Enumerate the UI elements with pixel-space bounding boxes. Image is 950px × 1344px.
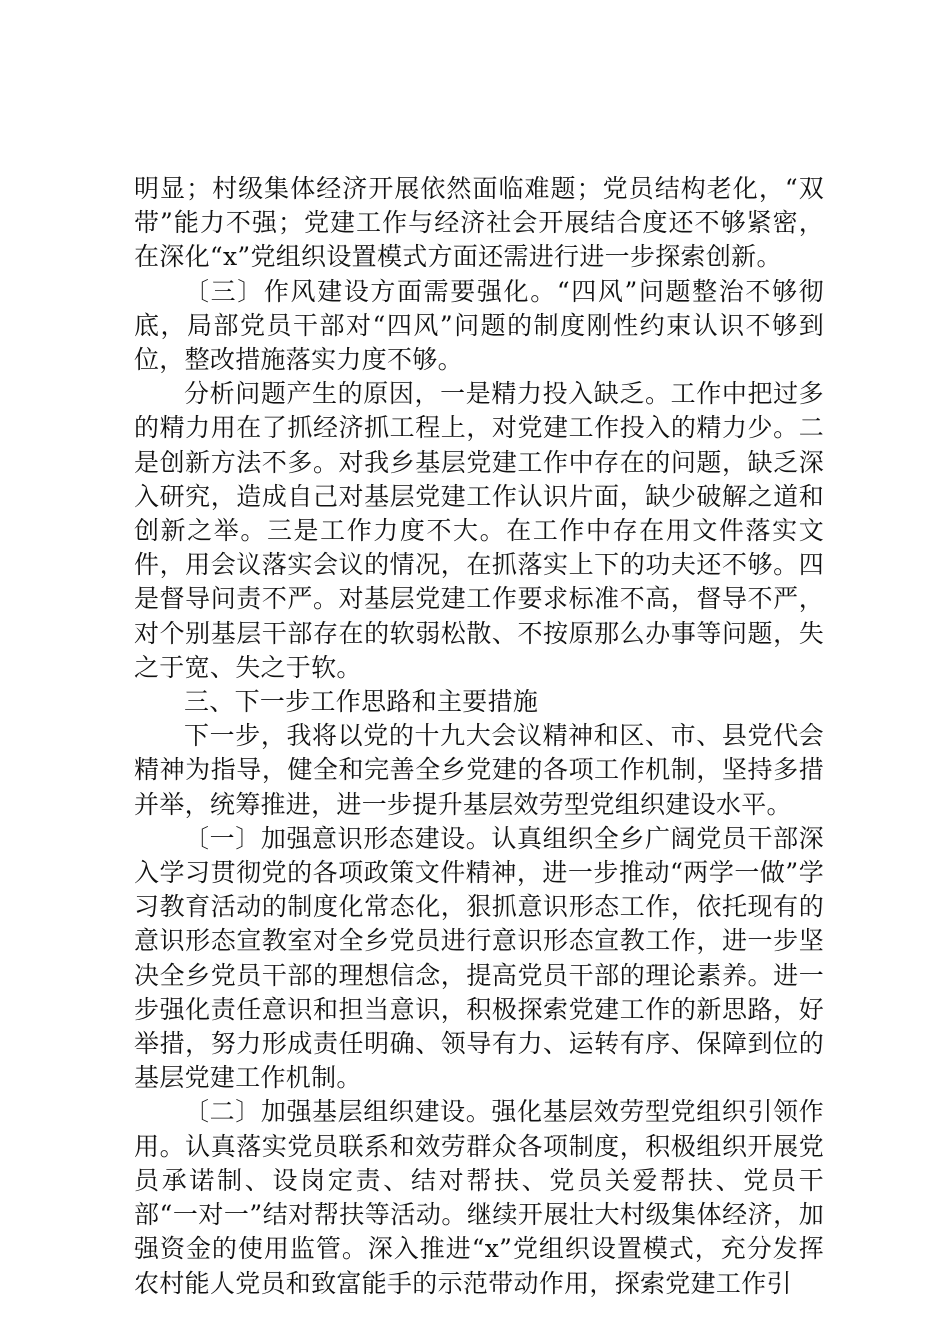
paragraph-cause-analysis: 分析问题产生的原因，一是精力投入缺乏。工作中把过多的精力用在了抓经济抓工程上，对党建工作投入的精力少。二是创新方法不多。对我乡基层党建工作中存在的问题，缺乏深入研究，造成自己对基层党建工作认识片面，缺少破解之道和创新之举。三是工作力度不大。在工作中存在用文件落实文件，用会议落实会议的情况，在抓落实上下的功夫还不够。四是督导问责不严。对基层党建工作要求标准不高，督导不严，对个别基层干部存在的软弱松散、不按原那么办事等问题，失之于宽、失之于软。 [134, 379, 824, 682]
paragraph-section-three: 〔三〕作风建设方面需要强化。“四风”问题整治不够彻底，局部党员干部对“四风”问题的制度刚性约束认识不够到位，整改措施落实力度不够。 [134, 276, 824, 375]
document-body [134, 172, 824, 1301]
paragraph-next-steps-intro: 下一步，我将以党的十九大会议精神和区、市、县党代会精神为指导，健全和完善全乡党建的各项工作机制，坚持多措并举，统筹推进，进一步提升基层效劳型党组织建设水平。 [134, 721, 824, 819]
paragraph-continuation: 明显；村级集体经济开展依然面临难题；党员结构老化，“双带”能力不强；党建工作与经济社会开展结合度还不够紧密，在深化“x”党组织设置模式方面还需进行进一步探索创新。 [134, 174, 824, 272]
heading-next-steps: 三、下一步工作思路和主要措施 [184, 687, 539, 717]
paragraph-measure-two: 〔二〕加强基层组织建设。强化基层效劳型党组织引领作用。认真落实党员联系和效劳群众各项制度，积极组织开展党员承诺制、设岗定责、结对帮扶、党员关爱帮扶、党员干部“一对一”结对帮扶等活动。继续开展壮大村级集体经济，加强资金的使用监管。深入推进“x”党组织设置模式，充分发挥农村能人党员和致富能手的示范带动作用，探索党建工作引 [134, 1097, 824, 1298]
paragraph-measure-one: 〔一〕加强意识形态建设。认真组织全乡广阔党员干部深入学习贯彻党的各项政策文件精神，进一步推动“两学一做”学习教育活动的制度化常态化，狠抓意识形态工作，依托现有的意识形态宣教室对全乡党员进行意识形态宣教工作，进一步坚决全乡党员干部的理想信念，提高党员干部的理论素养。进一步强化责任意识和担当意识，积极探索党建工作的新思路，好举措，努力形成责任明确、领导有力、运转有序、保障到位的基层党建工作机制。 [134, 823, 824, 1093]
